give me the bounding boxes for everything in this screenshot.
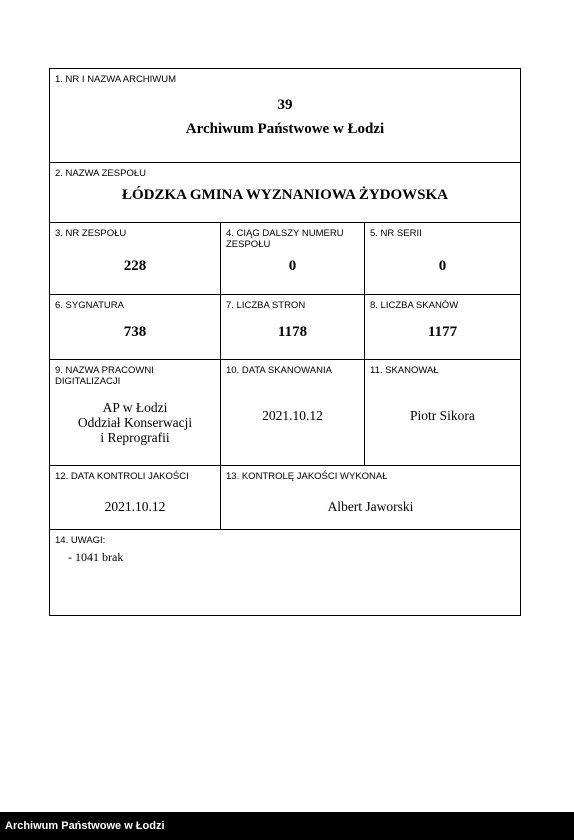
fonds-continuation-cell <box>220 223 364 294</box>
scan-date-cell <box>220 360 364 465</box>
fonds-continuation-label-line2: ZESPOŁU <box>226 239 271 250</box>
page-count-value: 1178 <box>277 324 308 340</box>
quality-row <box>50 465 520 529</box>
archive-cell <box>50 69 520 162</box>
workshop-line1: AP w Łodzi <box>102 400 168 415</box>
remarks-label: 14. UWAGI: <box>55 535 106 546</box>
remarks-cell <box>50 530 520 615</box>
signature-label: 6. SYGNATURA <box>55 300 124 311</box>
signature-value: 738 <box>123 324 147 340</box>
numbers-row <box>50 222 520 294</box>
qc-by-cell <box>220 466 520 529</box>
qc-date-cell <box>50 466 220 529</box>
workshop-line2: Oddział Konserwacji <box>77 415 193 430</box>
archive-number: 39 <box>277 97 293 113</box>
fonds-name-value: ŁÓDZKA GMINA WYZNANIOWA ŻYDOWSKA <box>121 187 449 203</box>
signature-cell <box>50 295 220 359</box>
scan-date-value: 2021.10.12 <box>262 408 323 423</box>
fonds-name-cell <box>50 163 520 222</box>
archive-row <box>50 69 520 162</box>
archive-label: 1. NR I NAZWA ARCHIWUM <box>55 74 177 85</box>
qc-date-label: 12. DATA KONTROLI JAKOŚCI <box>55 471 189 482</box>
scanned-by-cell <box>364 360 520 465</box>
fonds-continuation-label-line1: 4. CIĄG DALSZY NUMERU <box>226 228 344 239</box>
counts-row <box>50 294 520 359</box>
metadata-form <box>49 68 521 616</box>
scanned-by-value: Piotr Sikora <box>410 408 475 423</box>
qc-date-value: 2021.10.12 <box>104 499 166 514</box>
fonds-number-label: 3. NR ZESPOŁU <box>55 228 127 239</box>
archive-name: Archiwum Państwowe w Łodzi <box>185 121 385 137</box>
series-number-value: 0 <box>438 258 447 274</box>
scan-date-label: 10. DATA SKANOWANIA <box>226 365 332 376</box>
workshop-label-line2: DIGITALIZACJI <box>55 376 121 387</box>
fonds-continuation-label <box>221 223 364 250</box>
remarks-value: - 1041 brak <box>68 550 124 564</box>
workshop-cell <box>50 360 220 465</box>
scan-count-value: 1177 <box>427 324 458 340</box>
workshop-label-line1: 9. NAZWA PRACOWNI <box>55 365 154 376</box>
fonds-continuation-value: 0 <box>288 258 297 274</box>
scan-count-label: 8. LICZBA SKANÓW <box>370 300 459 311</box>
archive-footer <box>0 812 574 840</box>
fonds-number-value: 228 <box>123 258 147 274</box>
qc-by-value: Albert Jaworski <box>327 499 414 514</box>
series-number-cell <box>364 223 520 294</box>
workshop-value <box>50 400 220 445</box>
footer-text: Archiwum Państwowe w Łodzi <box>5 820 165 832</box>
workshop-line3: i Reprografii <box>100 430 170 445</box>
page-count-label: 7. LICZBA STRON <box>226 300 306 311</box>
scanned-by-label: 11. SKANOWAŁ <box>370 365 439 376</box>
scan-count-cell <box>364 295 520 359</box>
fonds-name-row <box>50 162 520 222</box>
qc-by-label: 13. KONTROLĘ JAKOŚCI WYKONAŁ <box>226 471 388 482</box>
page-count-cell <box>220 295 364 359</box>
digitization-row <box>50 359 520 465</box>
workshop-label <box>50 360 220 387</box>
fonds-name-label: 2. NAZWA ZESPOŁU <box>55 168 146 179</box>
series-number-label: 5. NR SERII <box>370 228 422 239</box>
fonds-number-cell <box>50 223 220 294</box>
remarks-row <box>50 529 520 615</box>
